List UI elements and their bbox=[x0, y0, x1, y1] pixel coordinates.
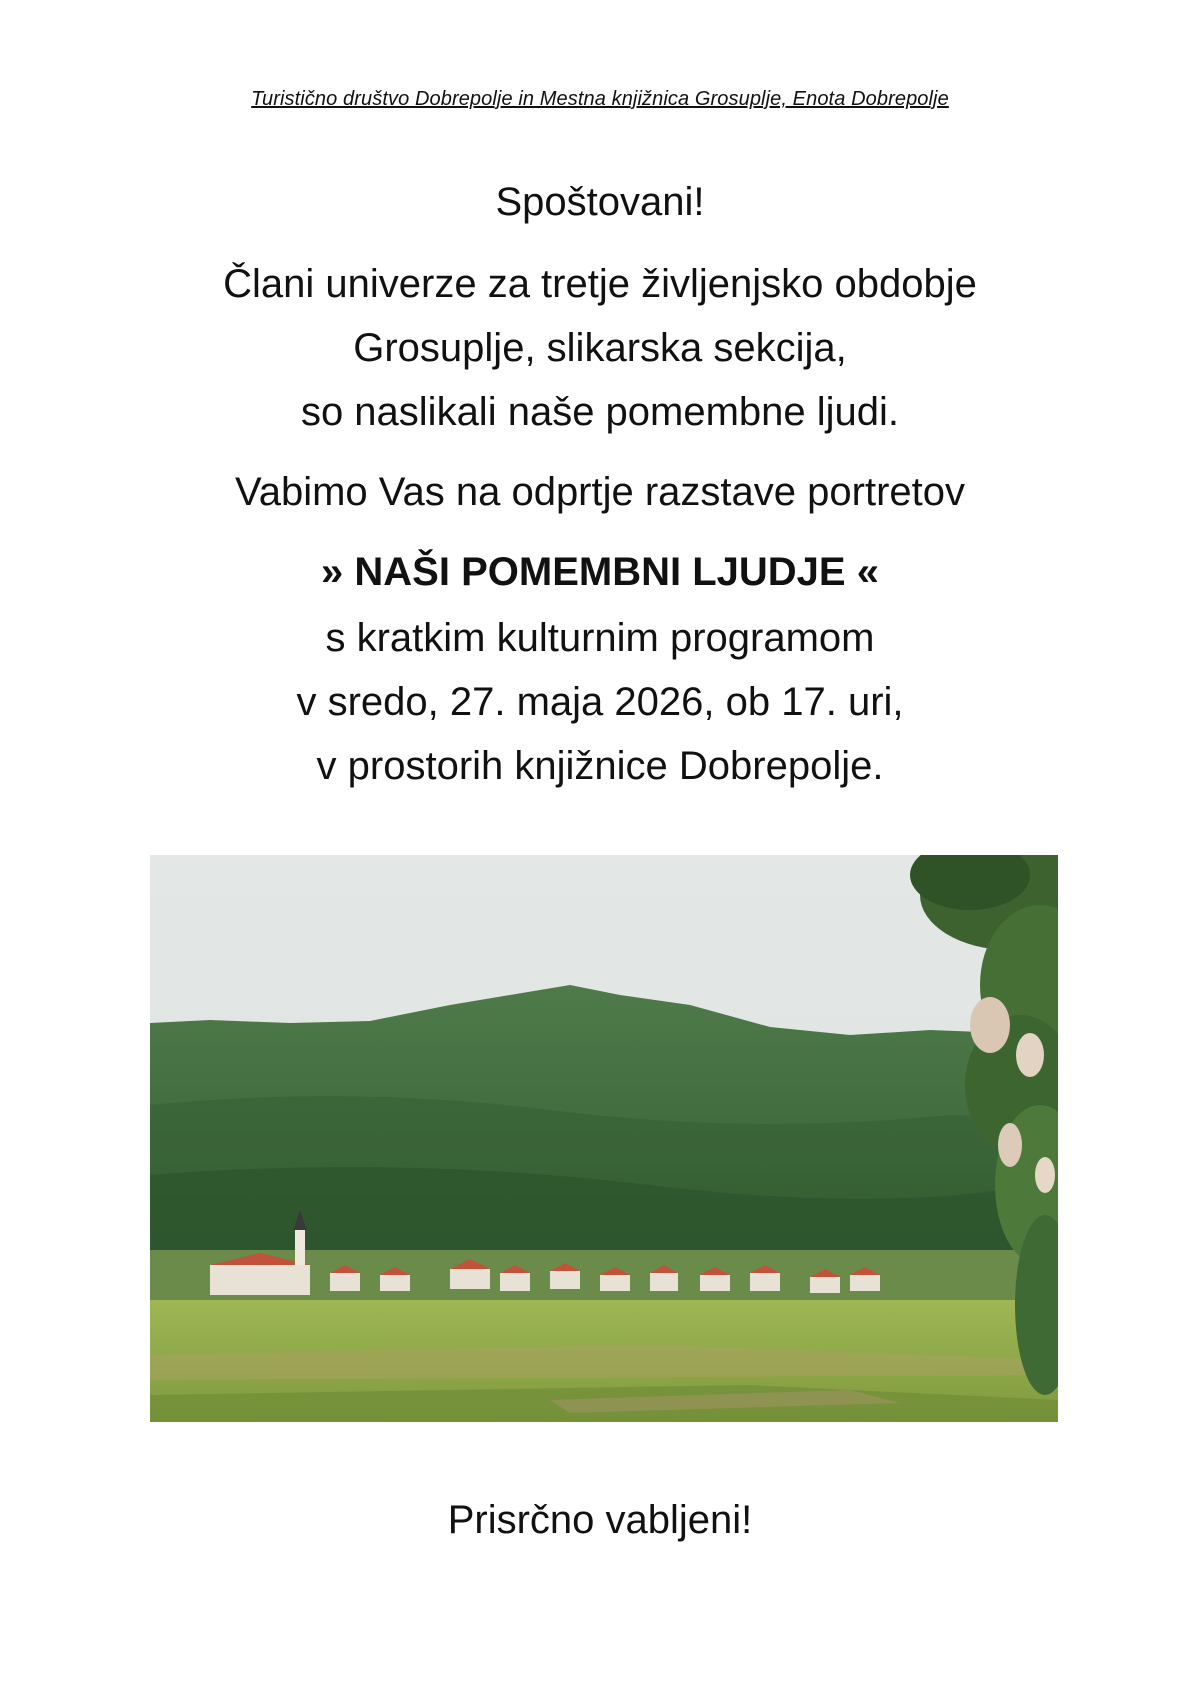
closing-text: Prisrčno vabljeni! bbox=[447, 1498, 753, 1542]
invitation-text: Vabimo Vas na odprtje razstave portretov bbox=[235, 470, 965, 514]
greeting: Spoštovani! bbox=[495, 180, 705, 224]
intro-line-1: Člani univerze za tretje življenjsko obdobje bbox=[223, 262, 977, 306]
intro-line-3: so naslikali naše pomembne ljudi. bbox=[300, 390, 900, 434]
organizers-header: Turistično društvo Dobrepolje in Mestna knjižnica Grosuplje, Enota Dobrepolje bbox=[251, 88, 949, 110]
landscape-photo bbox=[150, 855, 1058, 1422]
intro-line-2: Grosuplje, slikarska sekcija, bbox=[353, 326, 847, 370]
details-line-2: v sredo, 27. maja 2026, ob 17. uri, bbox=[296, 680, 904, 724]
details-line-3: v prostorih knjižnice Dobrepolje. bbox=[316, 744, 884, 788]
details-line-1: s kratkim kulturnim programom bbox=[325, 616, 875, 660]
exhibition-title: » NAŠI POMEMBNI LJUDJE « bbox=[321, 550, 879, 594]
